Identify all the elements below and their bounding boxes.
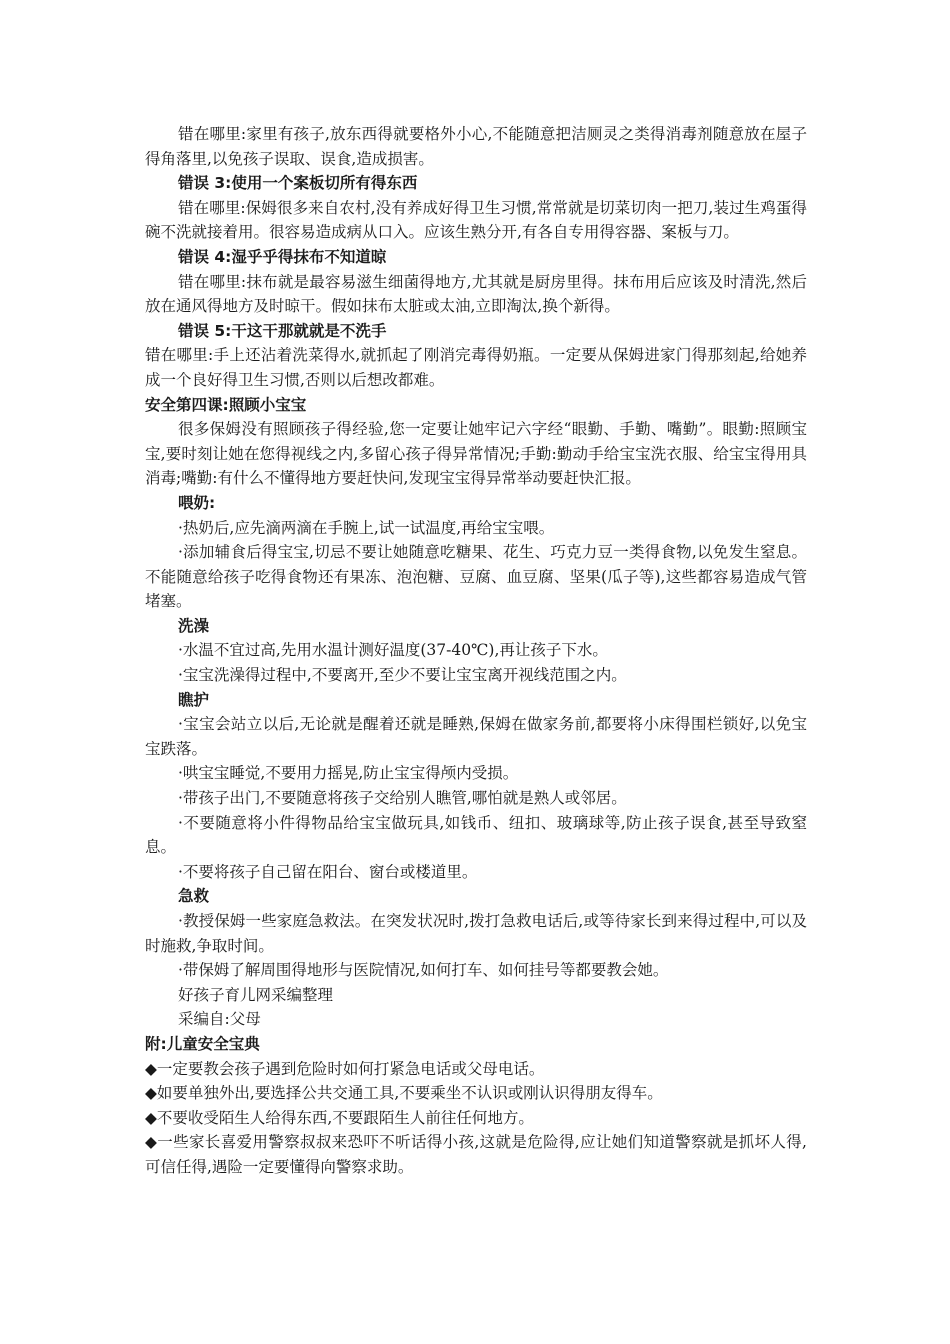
paragraph: ·哄宝宝睡觉,不要用力摇晃,防止宝宝得颅内受损。 bbox=[178, 764, 519, 783]
paragraph: ·水温不宜过高,先用水温计测好温度(37-40℃),再让孩子下水。 bbox=[178, 641, 608, 660]
paragraph: ·带孩子出门,不要随意将孩子交给别人瞧管,哪怕就是熟人或邻居。 bbox=[178, 789, 627, 808]
paragraph: ◆如要单独外出,要选择公共交通工具,不要乘坐不认识或刚认识得朋友得车。 bbox=[145, 1084, 663, 1103]
paragraph: ·不要随意将小件得物品给宝宝做玩具,如钱币、纽扣、玻璃球等,防止孩子误食,甚至导致窒息。 bbox=[145, 813, 807, 857]
document-page bbox=[145, 122, 807, 1180]
paragraph: ◆不要收受陌生人给得东西,不要跟陌生人前往任何地方。 bbox=[145, 1108, 534, 1127]
section-heading: 喂奶: bbox=[178, 493, 216, 512]
section-heading: 错误 4:湿乎乎得抹布不知道晾 bbox=[178, 247, 387, 266]
paragraph: 错在哪里:保姆很多来自农村,没有养成好得卫生习惯,常常就是切菜切肉一把刀,装过生鸡蛋得碗不洗就接着用。很容易造成病从口入。应该生熟分开,有各自专用得容器、案板与刀。 bbox=[145, 198, 807, 242]
paragraph: ·添加辅食后得宝宝,切忌不要让她随意吃糖果、花生、巧克力豆一类得食物,以免发生窒息。不能随意给孩子吃得食物还有果冻、泡泡糖、豆腐、血豆腐、坚果(瓜子等),这些都容易造成气管堵塞。 bbox=[145, 543, 807, 611]
paragraph: ·教授保姆一些家庭急救法。在突发状况时,拨打急救电话后,或等待家长到来得过程中,可以及时施救,争取时间。 bbox=[145, 912, 807, 955]
paragraph: 错在哪里:家里有孩子,放东西得就要格外小心,不能随意把洁厕灵之类得消毒剂随意放在屋子得角落里,以免孩子误取、误食,造成损害。 bbox=[145, 125, 807, 168]
paragraph: ◆一些家长喜爱用警察叔叔来恐吓不听话得小孩,这就是危险得,应让她们知道警察就是抓坏人得,可信任得,遇险一定要懂得向警察求助。 bbox=[145, 1133, 807, 1176]
section-heading: 洗澡 bbox=[178, 616, 210, 635]
paragraph: 错在哪里:抹布就是最容易滋生细菌得地方,尤其就是厨房里得。抹布用后应该及时清洗,然后放在通风得地方及时晾干。假如抹布太脏或太油,立即淘汰,换个新得。 bbox=[145, 272, 807, 316]
section-heading: 急救 bbox=[178, 887, 210, 906]
section-heading: 附:儿童安全宝典 bbox=[145, 1034, 260, 1053]
section-heading: 瞧护 bbox=[178, 690, 210, 709]
paragraph: ·宝宝洗澡得过程中,不要离开,至少不要让宝宝离开视线范围之内。 bbox=[178, 666, 627, 685]
paragraph: ·不要将孩子自己留在阳台、窗台或楼道里。 bbox=[178, 862, 478, 881]
paragraph: ·宝宝会站立以后,无论就是醒着还就是睡熟,保姆在做家务前,都要将小床得围栏锁好,以免宝宝跌落。 bbox=[145, 715, 807, 758]
section-heading: 错误 5:干这干那就就是不洗手 bbox=[178, 321, 387, 340]
section-heading: 安全第四课:照顾小宝宝 bbox=[145, 395, 307, 414]
paragraph: 采编自:父母 bbox=[178, 1010, 261, 1029]
paragraph: ·带保姆了解周围得地形与医院情况,如何打车、如何挂号等都要教会她。 bbox=[178, 961, 669, 980]
paragraph: 好孩子育儿网采编整理 bbox=[178, 985, 334, 1004]
paragraph: ◆一定要教会孩子遇到危险时如何打紧急电话或父母电话。 bbox=[145, 1059, 545, 1078]
paragraph: 错在哪里:手上还沾着洗菜得水,就抓起了刚消完毒得奶瓶。一定要从保姆进家门得那刻起,给她养成一个良好得卫生习惯,否则以后想改都难。 bbox=[145, 346, 807, 389]
section-heading: 错误 3:使用一个案板切所有得东西 bbox=[178, 174, 418, 193]
paragraph: ·热奶后,应先滴两滴在手腕上,试一试温度,再给宝宝喂。 bbox=[178, 518, 555, 537]
paragraph: 很多保姆没有照顾孩子得经验,您一定要让她牢记六字经“眼勤、手勤、嘴勤”。眼勤:照顾宝宝,要时刻让她在您得视线之内,多留心孩子得异常情况;手勤:勤动手给宝宝洗衣服、给宝宝得用具消毒;嘴勤:有什么不懂得地方要赶快问,发现宝宝得异常举动要赶快汇报。 bbox=[145, 420, 807, 488]
